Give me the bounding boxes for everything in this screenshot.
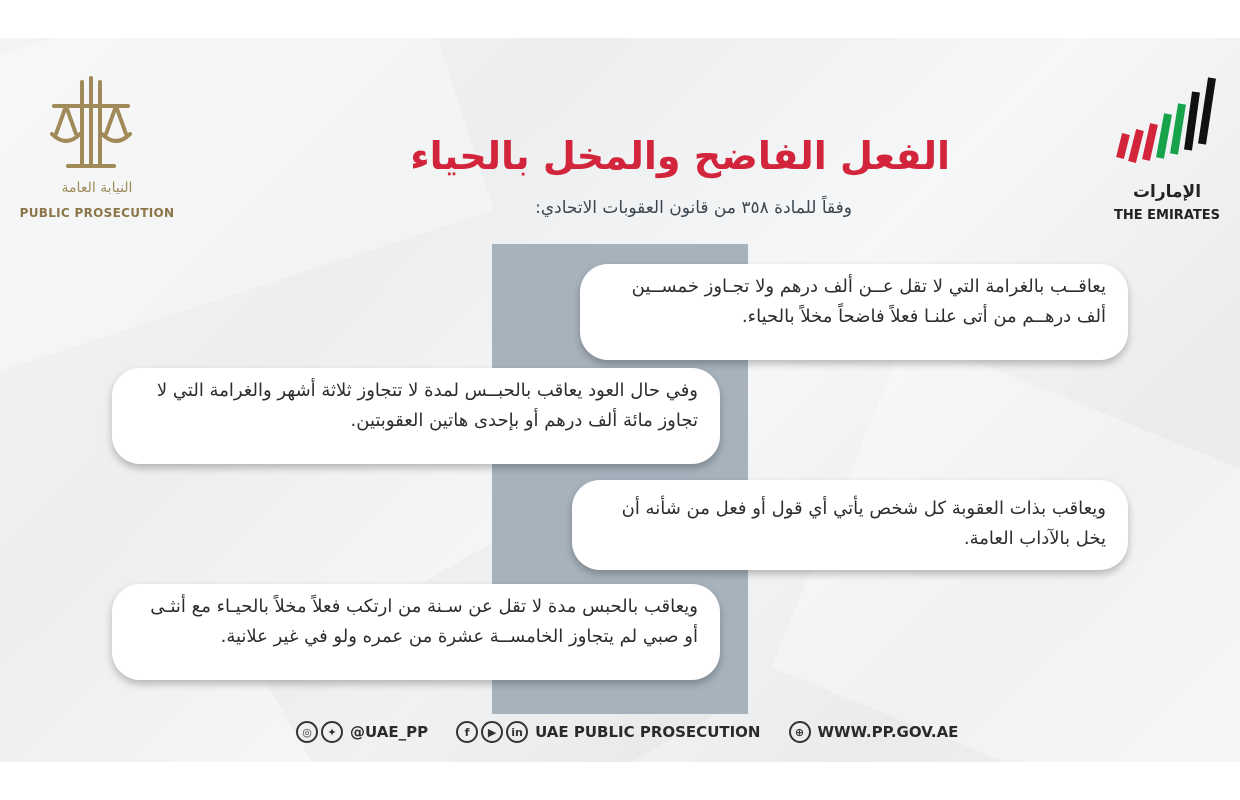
law-text-bubble: يعاقــب بالغرامة التي لا تقل عــن ألف درهم ولا تجـاوز خمســين ألف درهــم من أتى علنـا فعلاً فاضحاً مخلاً بالحياء. xyxy=(580,264,1128,360)
twitter-icon[interactable]: ✦ xyxy=(321,721,343,743)
scales-of-justice-icon xyxy=(46,76,136,176)
linkedin-icon[interactable]: in xyxy=(506,721,528,743)
globe-icon[interactable]: ⊕ xyxy=(789,721,811,743)
public-prosecution-english-name: PUBLIC PROSECUTION xyxy=(19,206,175,220)
the-emirates-arabic-name: الإمارات xyxy=(1132,182,1202,202)
public-prosecution-arabic-name: النيابة العامة xyxy=(61,180,133,196)
law-text-bubble: ويعاقب بالحبس مدة لا تقل عن سـنة من ارتكب فعلاً مخلاً بالحيـاء مع أنثـى أو صبي لم يتجاوز الخامســة عشرة من عمره ولو في غير علانية. xyxy=(112,584,720,680)
law-text-bubble: ويعاقب بذات العقوبة كل شخص يأتي أي قول أو فعل من شأنه أن يخل بالآداب العامة. xyxy=(572,480,1128,570)
page-subtitle: وفقاً للمادة ٣٥٨ من قانون العقوبات الاتحادي: xyxy=(535,198,852,218)
website-link[interactable]: WWW.PP.GOV.AE xyxy=(817,723,959,741)
public-prosecution-logo xyxy=(12,76,175,226)
poster xyxy=(0,38,1240,762)
facebook-icon[interactable]: f xyxy=(456,721,478,743)
footer xyxy=(296,718,986,746)
uae-flag-stripes-icon xyxy=(1116,74,1220,172)
page-title: الفعل الفاضح والمخل بالحياء xyxy=(410,134,950,178)
law-text-bubble: وفي حال العود يعاقب بالحبــس لمدة لا تتجاوز ثلاثة أشهر والغرامة التي لا تجاوز مائة ألف درهم أو بإحدى هاتين العقوبتين. xyxy=(112,368,720,464)
social-handle[interactable]: @UAE_PP xyxy=(350,723,429,741)
the-emirates-logo xyxy=(1108,74,1233,234)
organization-name[interactable]: UAE PUBLIC PROSECUTION xyxy=(535,723,761,741)
youtube-icon[interactable]: ▶ xyxy=(481,721,503,743)
instagram-icon[interactable]: ◎ xyxy=(296,721,318,743)
the-emirates-english-name: THE EMIRATES xyxy=(1114,208,1220,223)
